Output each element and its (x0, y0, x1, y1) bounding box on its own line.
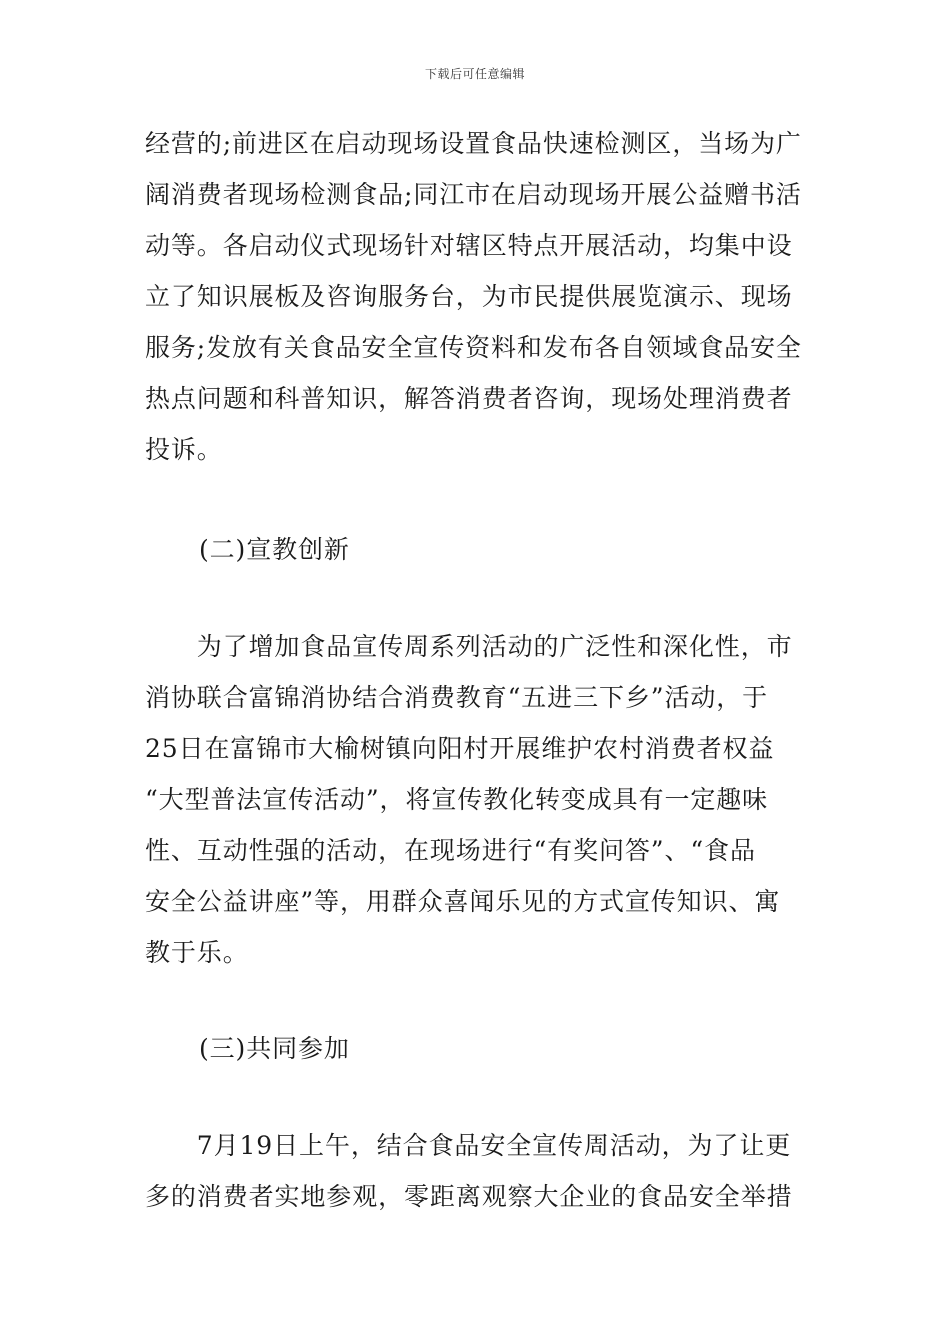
paragraph-2 (145, 621, 810, 978)
paragraph-line: 动等。各启动仪式现场针对辖区特点开展活动，均集中设 (145, 231, 793, 260)
paragraph-line: 经营的;前进区在启动现场设置食品快速检测区，当场为广 (145, 129, 802, 158)
page-header-note: 下载后可任意编辑 (424, 67, 525, 81)
section-heading-2: (二)宣教创新 (199, 535, 350, 564)
paragraph-line: 7月19日上午，结合食品安全宣传周活动，为了让更 (145, 1131, 792, 1160)
paragraph-line: 立了知识展板及咨询服务台，为市民提供展览演示、现场 (145, 282, 793, 311)
paragraph-line: 服务;发放有关食品安全宣传资料和发布各自领域食品安全 (145, 333, 802, 362)
section-heading-3: (三)共同参加 (199, 1034, 350, 1063)
paragraph-line: 消协联合富锦消协结合消费教育“五进三下乡”活动，于 (145, 683, 769, 712)
paragraph-line: 多的消费者实地参观，零距离观察大企业的食品安全举措 (145, 1182, 793, 1211)
paragraph-3 (145, 1120, 810, 1222)
paragraph-line: 热点问题和科普知识，解答消费者咨询，现场处理消费者 (145, 384, 793, 413)
paragraph-1 (145, 118, 810, 475)
paragraph-line: 安全公益讲座”等，用群众喜闻乐见的方式宣传知识、寓 (145, 887, 781, 916)
paragraph-line: 25日在富锦市大榆树镇向阳村开展维护农村消费者权益 (145, 734, 775, 763)
paragraph-line: 性、互动性强的活动，在现场进行“有奖问答”、“食品 (145, 836, 756, 865)
paragraph-line: “大型普法宣传活动”，将宣传教化转变成具有一定趣味 (145, 785, 769, 814)
paragraph-line: 投诉。 (145, 435, 223, 464)
paragraph-line: 阔消费者现场检测食品;同江市在启动现场开展公益赠书活 (145, 180, 802, 209)
paragraph-line: 教于乐。 (145, 938, 249, 967)
paragraph-line: 为了增加食品宣传周系列活动的广泛性和深化性，市 (145, 632, 793, 661)
